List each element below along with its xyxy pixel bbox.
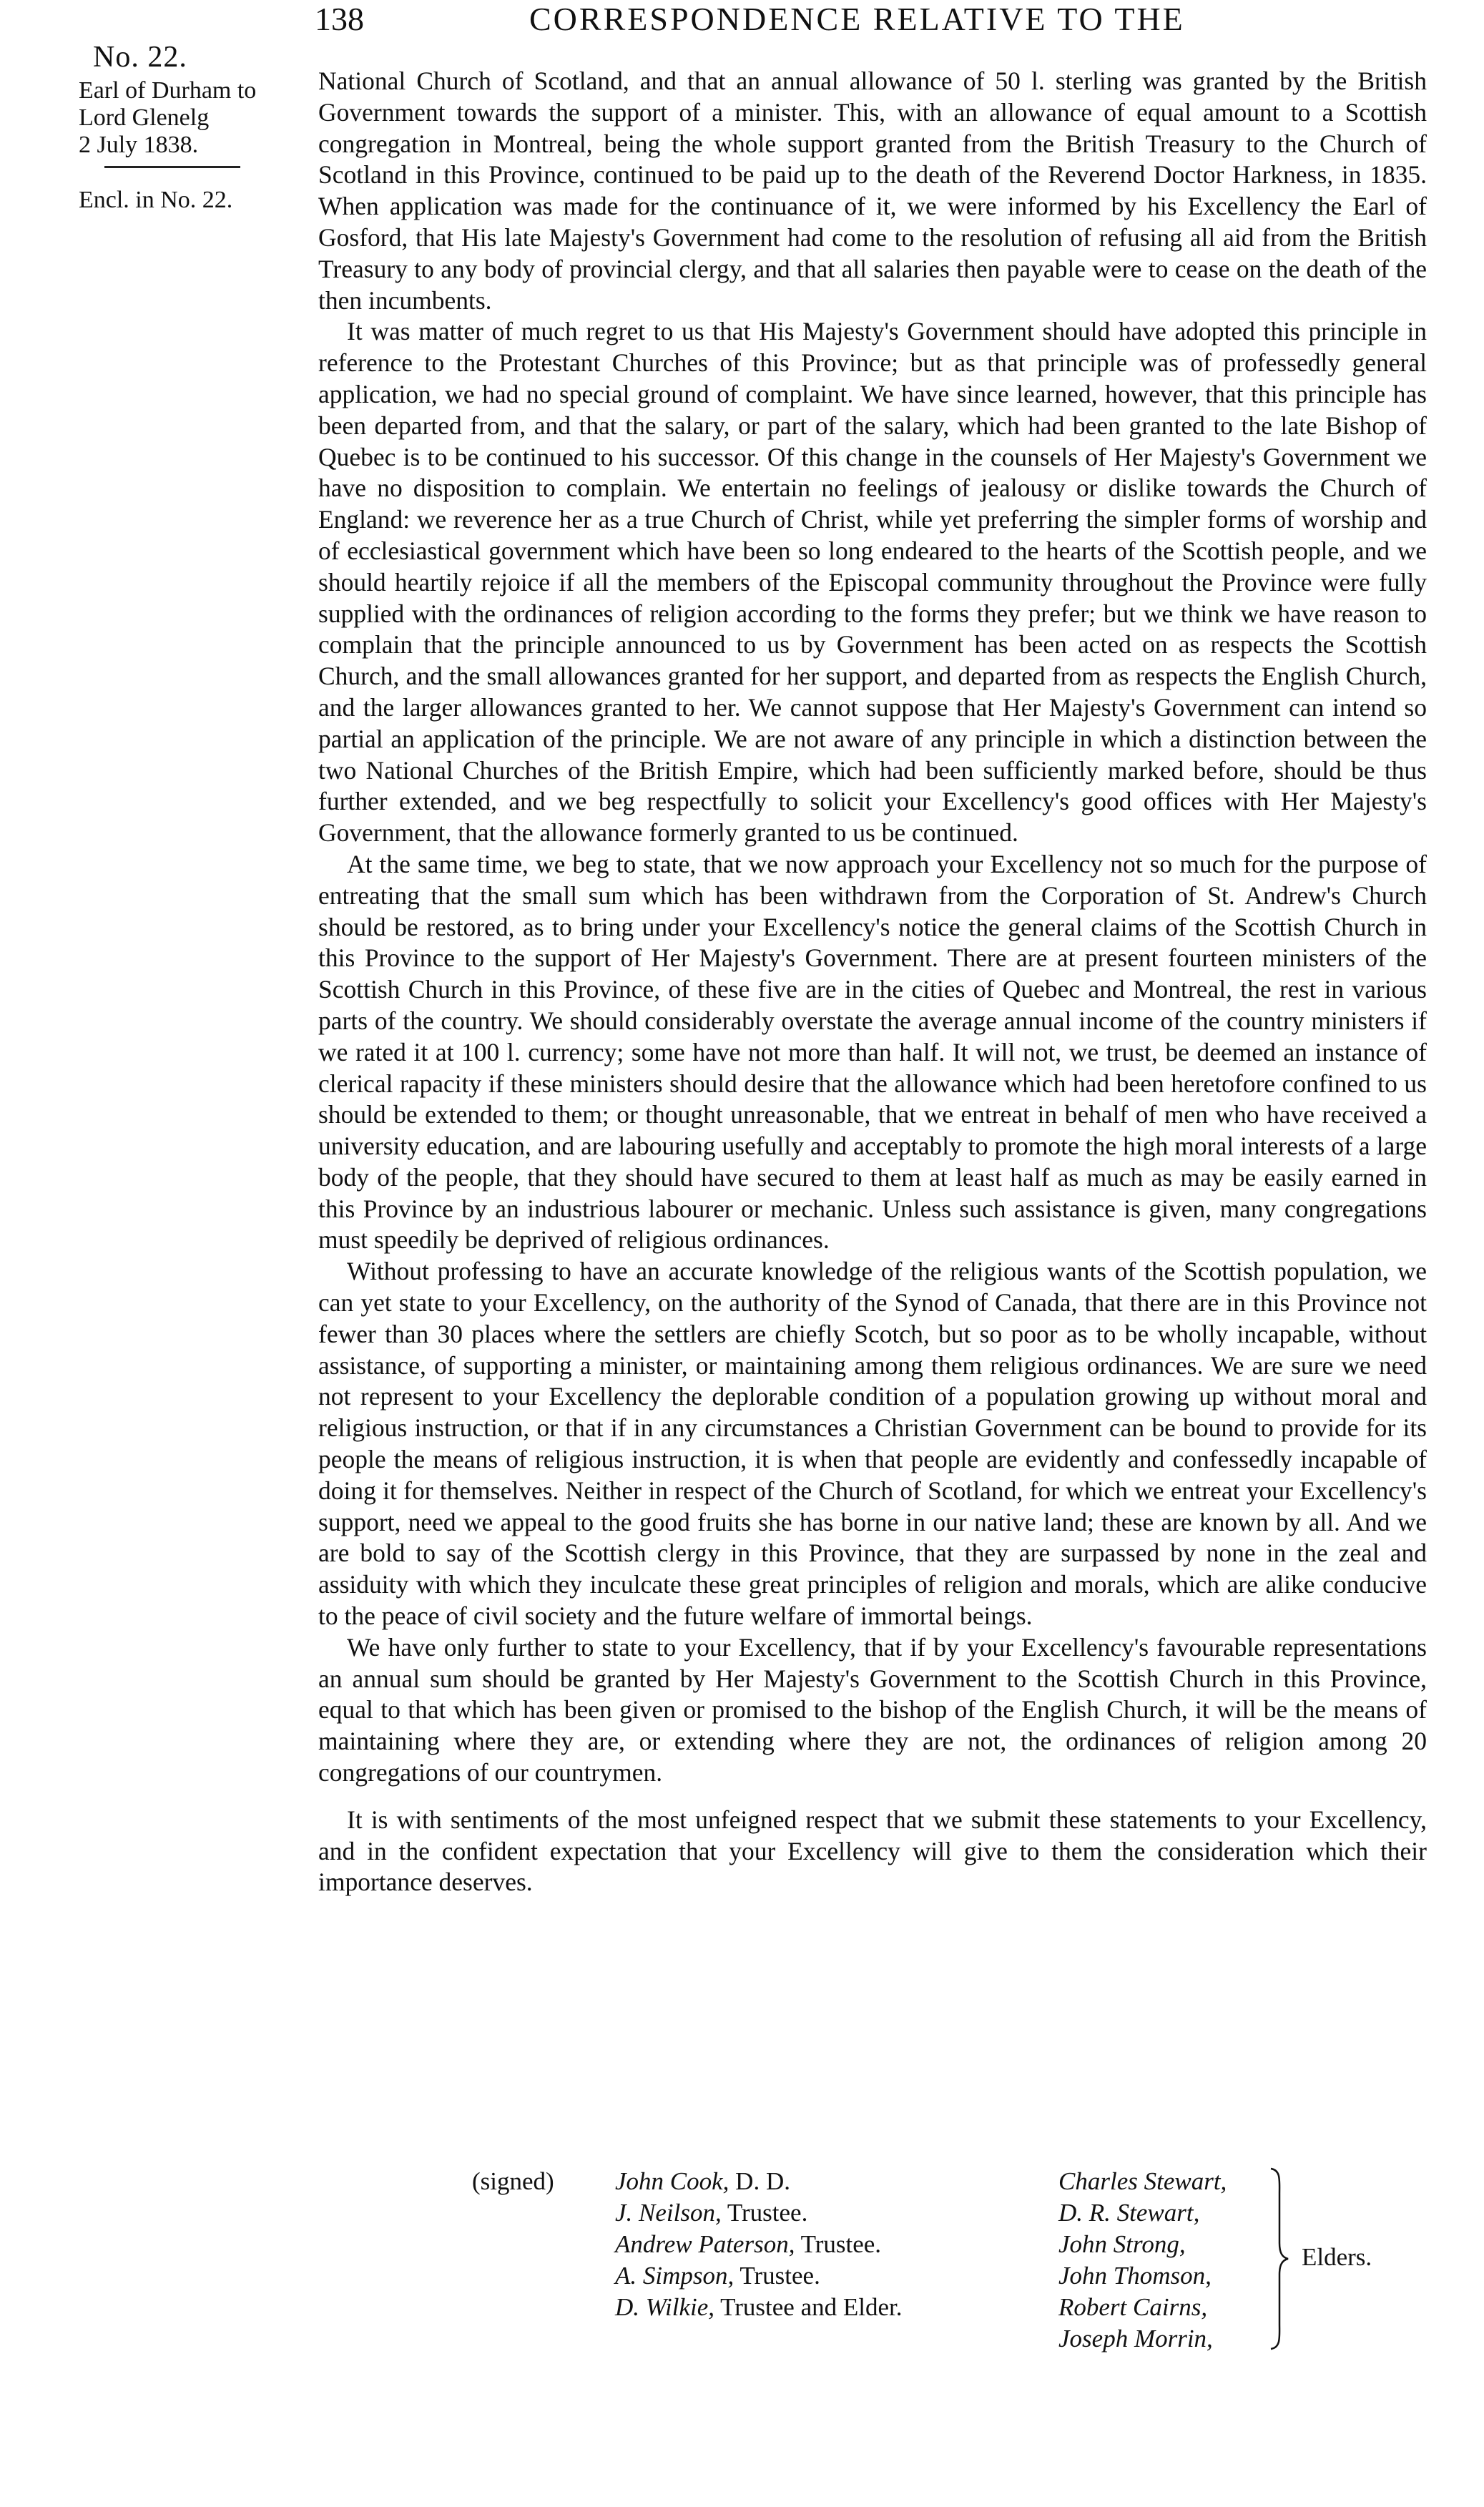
document-number: No. 22. xyxy=(93,41,187,74)
signature-row xyxy=(615,2292,903,2323)
closing-paragraph: It is with sentiments of the most unfeigned respect that we submit these statements to your Excellency, and in the confident expectation that your Excellency will give to them the consideration which their importance deserves. xyxy=(318,1805,1427,1897)
elder-name: D. R. Stewart, xyxy=(1058,2199,1200,2227)
elders-label: Elders. xyxy=(1302,2243,1372,2271)
signatory-role: Trustee. xyxy=(727,2199,808,2227)
margin-note xyxy=(79,40,308,214)
signatory-name: D. Wilkie, xyxy=(615,2293,714,2321)
signed-label: (signed) xyxy=(472,2167,554,2195)
elder-signatures xyxy=(1058,2166,1227,2355)
margin-date-line: 2 July 1838. xyxy=(79,132,199,158)
signatory-name: John Cook, xyxy=(615,2167,729,2195)
elder-name: Charles Stewart, xyxy=(1058,2167,1227,2195)
elder-name: Joseph Morrin, xyxy=(1058,2325,1213,2353)
signatory-name: J. Neilson, xyxy=(615,2199,722,2227)
letter-body xyxy=(318,66,1427,1898)
paragraph-4: Without professing to have an accurate knowledge of the religious wants of the Scottish population, we can yet state to your Excellency, on the authority of the Synod of Canada, that there are in this Province not fewer than 30 places where the settlers are chiefly Scotch, but so poor as to be wholly incapable, without assistance, of supporting a minister, or maintaining among them religious ordinances. We are sure we need not represent to your Excellency the deplorable condition of a population growing up without moral and religious instruction, or that if in any circumstances a Christian Government can be bound to provide for its people the means of religious instruction, it is when that people are evidently and confessedly incapable of doing it for themselves. Neither in respect of the Church of Scotland, for which we entreat your Excellency's support, need we appeal to the good fruits she has borne in our native land; these are known by all. And we are bold to say of the Scottish clergy in this Province, that they are surpassed by none in the zeal and assiduity with which they inculcate these great principles of religion and morals, which are alike conducive to the peace of civil society and the future welfare of immortal beings. xyxy=(318,1257,1427,1631)
page-number: 138 xyxy=(315,1,364,37)
elder-name: Robert Cairns, xyxy=(1058,2293,1208,2321)
signature-row xyxy=(615,2260,903,2292)
trustee-signatures xyxy=(615,2166,903,2323)
running-title: CORRESPONDENCE RELATIVE TO THE xyxy=(529,1,1185,37)
signatory-role: Trustee. xyxy=(739,2262,820,2290)
margin-from-line: Earl of Durham to xyxy=(79,77,257,104)
signatory-role: Trustee. xyxy=(800,2230,882,2258)
signatory-role: Trustee and Elder. xyxy=(720,2293,903,2321)
signature-block xyxy=(472,2166,1430,2373)
margin-rule xyxy=(104,166,240,168)
enclosure-note: Encl. in No. 22. xyxy=(79,187,233,213)
signature-row xyxy=(615,2197,903,2229)
paragraph-3: At the same time, we beg to state, that we now approach your Excellency not so much for the purpose of entreating that the small sum which has been withdrawn from the Corporation of St. Andrew's Church should be restored, as to bring under your Excellency's notice the general claims of the Scottish Church in this Province to the support of Her Majesty's Government. There are at present fourteen ministers of the Scottish Church in this Province, of these five are in the cities of Quebec and Montreal, the rest in various parts of the country. We should considerably overstate the average annual income of the country ministers if we rated it at 100 l. currency; some have not more than half. It will not, we trust, be deemed an instance of clerical rapacity if these ministers should desire that the allowance which had been heretofore confined to us should be extended to them; or thought unreasonable, that we entreat in behalf of men who have received a university education, and are labouring usefully and acceptably to promote the high moral interests of a large body of the people, that they should have secured to them at least half as much as may be easily earned in this Province by an industrious labourer or mechanic. Unless such assistance is given, many congregations must speedily be deprived of religious ordinances. xyxy=(318,849,1427,1255)
signatory-name: Andrew Paterson, xyxy=(615,2230,795,2258)
paragraph-5: We have only further to state to your Excellency, that if by your Excellency's favourable representations an annual sum should be granted by Her Majesty's Government to the Scottish Church in this Province, equal to that which has been given or promised to the bishop of the English Church, it will be the means of maintaining where they are, or extending where they are not, the ordinances of religion among 20 congregations of our countrymen. xyxy=(318,1632,1427,1787)
signature-row xyxy=(615,2229,903,2260)
elder-name: John Thomson, xyxy=(1058,2262,1212,2290)
signatory-name: A. Simpson, xyxy=(615,2262,734,2290)
curly-brace-icon xyxy=(1268,2166,1289,2352)
signature-row xyxy=(615,2166,903,2197)
elder-name: John Strong, xyxy=(1058,2230,1186,2258)
signatory-role: D. D. xyxy=(735,2167,790,2195)
paragraph-2: It was matter of much regret to us that His Majesty's Government should have adopted this principle in reference to the Protestant Churches of this Province; but as that principle was of professedly general application, we had no special ground of complaint. We have since learned, however, that this principle has been departed from, and that the salary, or part of the salary, which had been granted to the late Bishop of Quebec is to be continued to his successor. Of this change in the counsels of Her Majesty's Government we have no disposition to complain. We entertain no feelings of jealousy or dislike towards the Church of England: we reverence her as a true Church of Christ, while yet preferring the simpler forms of worship and of ecclesiastical government which have been so long endeared to the hearts of the Scottish people, and we should heartily rejoice if all the members of the Episcopal community throughout the Province were fully supplied with the ordinances of religion according to the forms they prefer; but we think we have reason to complain that the principle announced to us by Government has been acted on as respects the Scottish Church, and the small allowances granted for her support, and departed from as respects the English Church, and the larger allowances granted to her. We cannot suppose that Her Majesty's Government can intend so partial an application of the principle. We are not aware of any principle in which a distinction between the two National Churches of the British Empire, which had been sufficiently marked before, should be thus further extended, and we beg respectfully to solicit your Excellency's good offices with Her Majesty's Government, that the allowance formerly granted to us be continued. xyxy=(318,317,1427,848)
margin-to-line: Lord Glenelg xyxy=(79,104,210,131)
paragraph-1: National Church of Scotland, and that an annual allowance of 50 l. sterling was granted by the British Government towards the support of a minister. This, with an allowance of equal amount to a Scottish congregation in Montreal, being the whole support granted from the British Treasury to the Church of Scotland in this Province, continued to be paid up to the death of the Reverend Doctor Harkness, in 1835. When application was made for the continuance of it, we were informed by his Excellency the Earl of Gosford, that His late Majesty's Government had come to the resolution of refusing all aid from the British Treasury to any body of provincial clergy, and that all salaries then payable were to cease on the death of the then incumbents. xyxy=(318,67,1427,315)
